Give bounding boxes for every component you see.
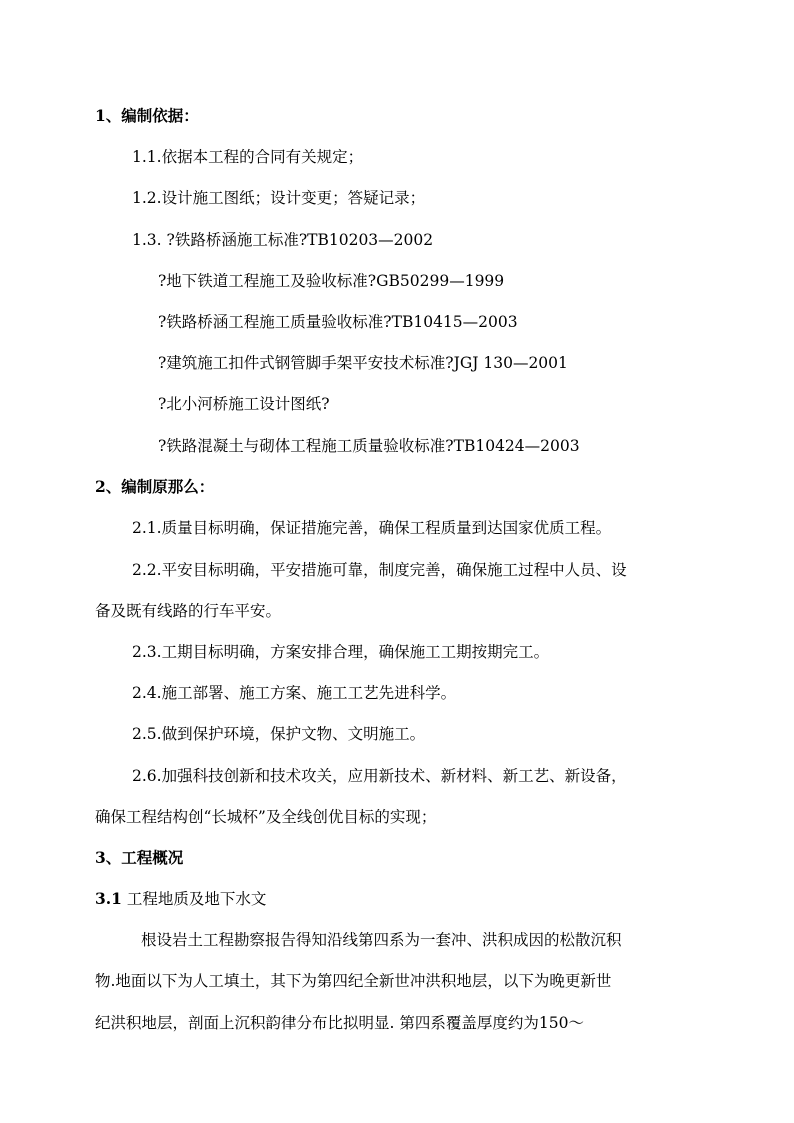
item-1-2: 1.2.设计施工图纸；设计变更；答疑记录； xyxy=(132,189,426,207)
standard-item: ?建筑施工扣件式钢管脚手架平安技术标准?JGJ 130—2001 xyxy=(158,354,568,372)
principle-2-4: 2.4.施工部署、施工方案、施工工艺先进科学。 xyxy=(132,684,457,702)
standard-item: ?地下铁道工程施工及验收标准?GB50299—1999 xyxy=(158,272,505,290)
standard-item: ?铁路混凝土与砌体工程施工质量验收标准?TB10424—2003 xyxy=(158,437,580,455)
standard-item: ?铁路桥涵工程施工质量验收标准?TB10415—2003 xyxy=(158,313,518,331)
paragraph-line: 纪洪积地层，剖面上沉积韵律分布比拟明显. 第四系覆盖厚度约为150～ xyxy=(95,1014,584,1032)
subsection-title: 工程地质及地下水文 xyxy=(121,890,267,908)
principle-2-5: 2.5.做到保护环境，保护文物、文明施工。 xyxy=(132,725,426,743)
section-3-heading: 3、工程概况 xyxy=(95,848,184,867)
item-1-3: 1.3. ?铁路桥涵施工标准?TB10203—2002 xyxy=(132,231,434,249)
subsection-3-1-title xyxy=(95,889,266,909)
item-1-1: 1.1.依据本工程的合同有关规定； xyxy=(132,148,364,166)
principle-2-3: 2.3.工期目标明确，方案安排合理，确保施工工期按期完工。 xyxy=(132,643,550,661)
principle-2-6-continued: 确保工程结构创“长城杯”及全线创优目标的实现； xyxy=(95,808,437,826)
principle-2-1: 2.1.质量目标明确，保证措施完善，确保工程质量到达国家优质工程。 xyxy=(132,519,612,537)
principle-2-2: 2.2.平安目标明确，平安措施可靠，制度完善，确保施工过程中人员、设 xyxy=(132,561,627,579)
standard-item: ?北小河桥施工设计图纸? xyxy=(158,395,330,413)
paragraph-line: 物.地面以下为人工填土，其下为第四纪全新世冲洪积地层，以下为晚更新世 xyxy=(95,972,612,990)
section-2-heading: 2、编制原那么： xyxy=(95,477,215,496)
section-1-heading: 1、编制依据： xyxy=(95,106,199,125)
paragraph-line: 根设岩土工程勘察报告得知沿线第四系为一套冲、洪积成因的松散沉积 xyxy=(141,931,622,949)
principle-2-2-continued: 备及既有线路的行车平安。 xyxy=(95,602,282,620)
subsection-number: 3.1 xyxy=(95,889,122,908)
principle-2-6: 2.6.加强科技创新和技术攻关，应用新技术、新材料、新工艺、新设备， xyxy=(132,767,627,785)
